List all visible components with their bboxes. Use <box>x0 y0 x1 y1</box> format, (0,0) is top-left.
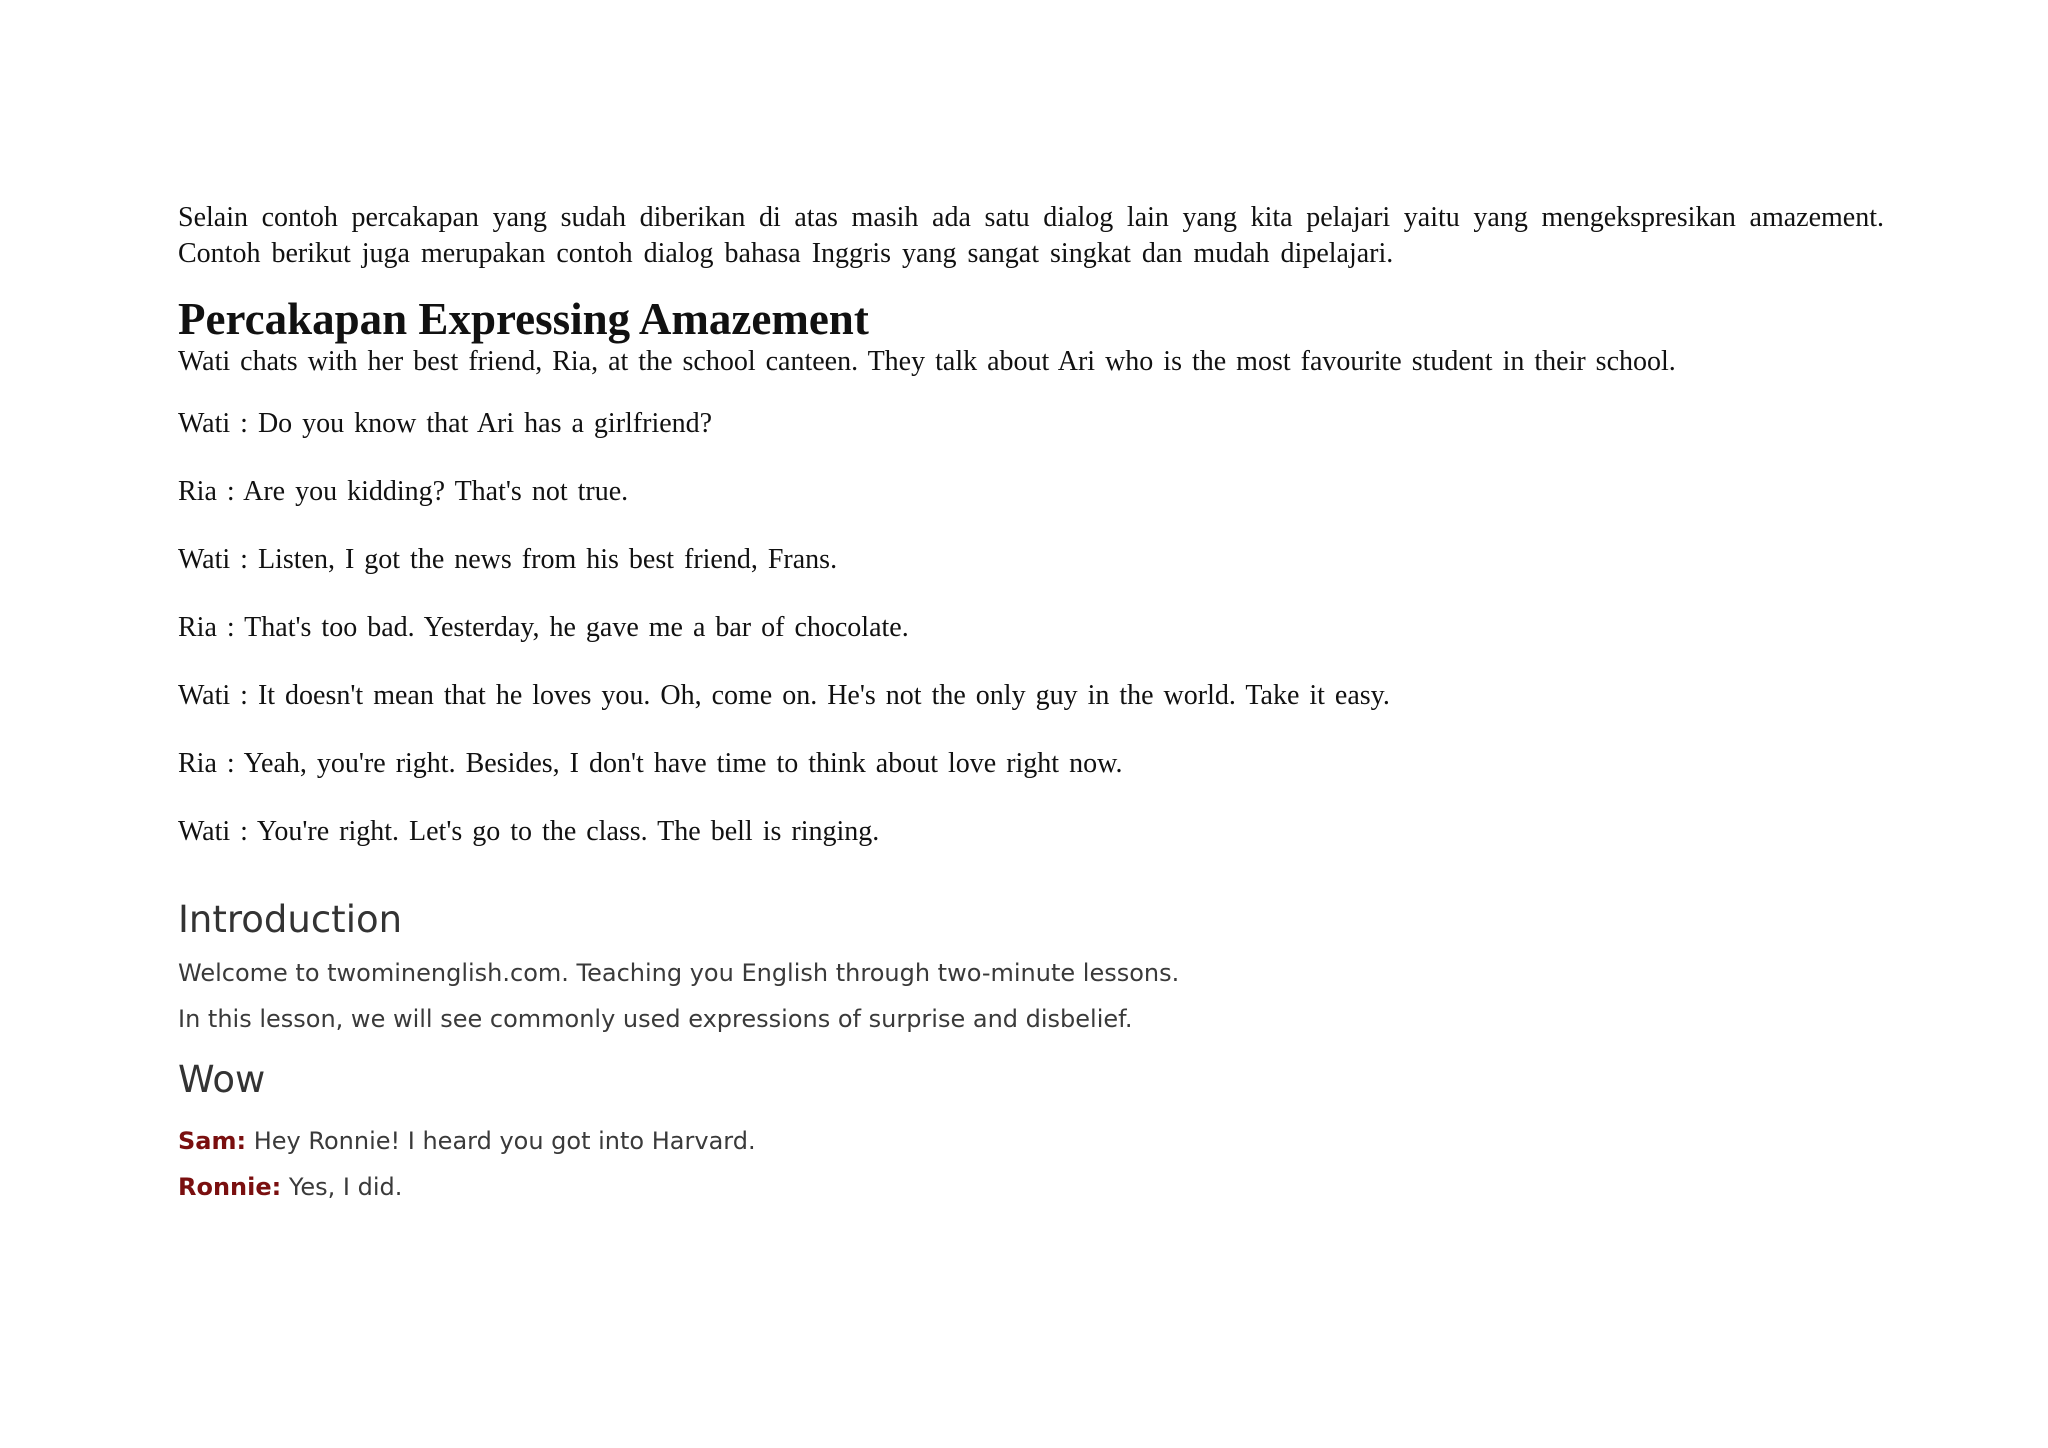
dialog-line: Wati : It doesn't mean that he loves you. Oh, come on. He's not the only guy in the world. Take it easy. <box>178 680 1390 711</box>
lesson-section <box>178 896 1884 1204</box>
document-page <box>178 200 1884 1204</box>
dialog-text: Yes, I did. <box>281 1173 403 1201</box>
dialog-list <box>178 406 1884 850</box>
dialog-line: Wati : You're right. Let's go to the class. The bell is ringing. <box>178 816 880 847</box>
dialog-text: Hey Ronnie! I heard you got into Harvard. <box>246 1127 756 1155</box>
dialog-line: Ria : Are you kidding? That's not true. <box>178 476 629 507</box>
context-line: Wati chats with her best friend, Ria, at the school canteen. They talk about Ari who is the most favourite student in their school. <box>178 346 1676 377</box>
introduction-line: Welcome to twominenglish.com. Teaching you English through two-minute lessons. <box>178 959 1180 987</box>
wow-dialog-line <box>178 1124 1884 1158</box>
wow-heading: Wow <box>178 1058 266 1101</box>
introduction-heading: Introduction <box>178 898 403 941</box>
introduction-line: In this lesson, we will see commonly used expressions of surprise and disbelief. <box>178 1005 1133 1033</box>
intro-paragraph: Selain contoh percakapan yang sudah diberikan di atas masih ada satu dialog lain yang kita pelajari yaitu yang mengekspresikan amazement. Contoh berikut juga merupakan contoh dialog bahasa Inggris yang sangat singkat dan mudah dipelajari. <box>178 202 1884 269</box>
wow-dialog-line <box>178 1170 1884 1204</box>
dialog-line: Wati : Do you know that Ari has a girlfriend? <box>178 408 713 439</box>
section-heading: Percakapan Expressing Amazement <box>178 294 869 344</box>
speaker-label: Ronnie: <box>178 1173 282 1201</box>
speaker-label: Sam: <box>178 1127 247 1155</box>
dialog-line: Ria : That's too bad. Yesterday, he gave me a bar of chocolate. <box>178 612 909 643</box>
dialog-line: Wati : Listen, I got the news from his best friend, Frans. <box>178 544 838 575</box>
dialog-line: Ria : Yeah, you're right. Besides, I don't have time to think about love right now. <box>178 748 1123 779</box>
